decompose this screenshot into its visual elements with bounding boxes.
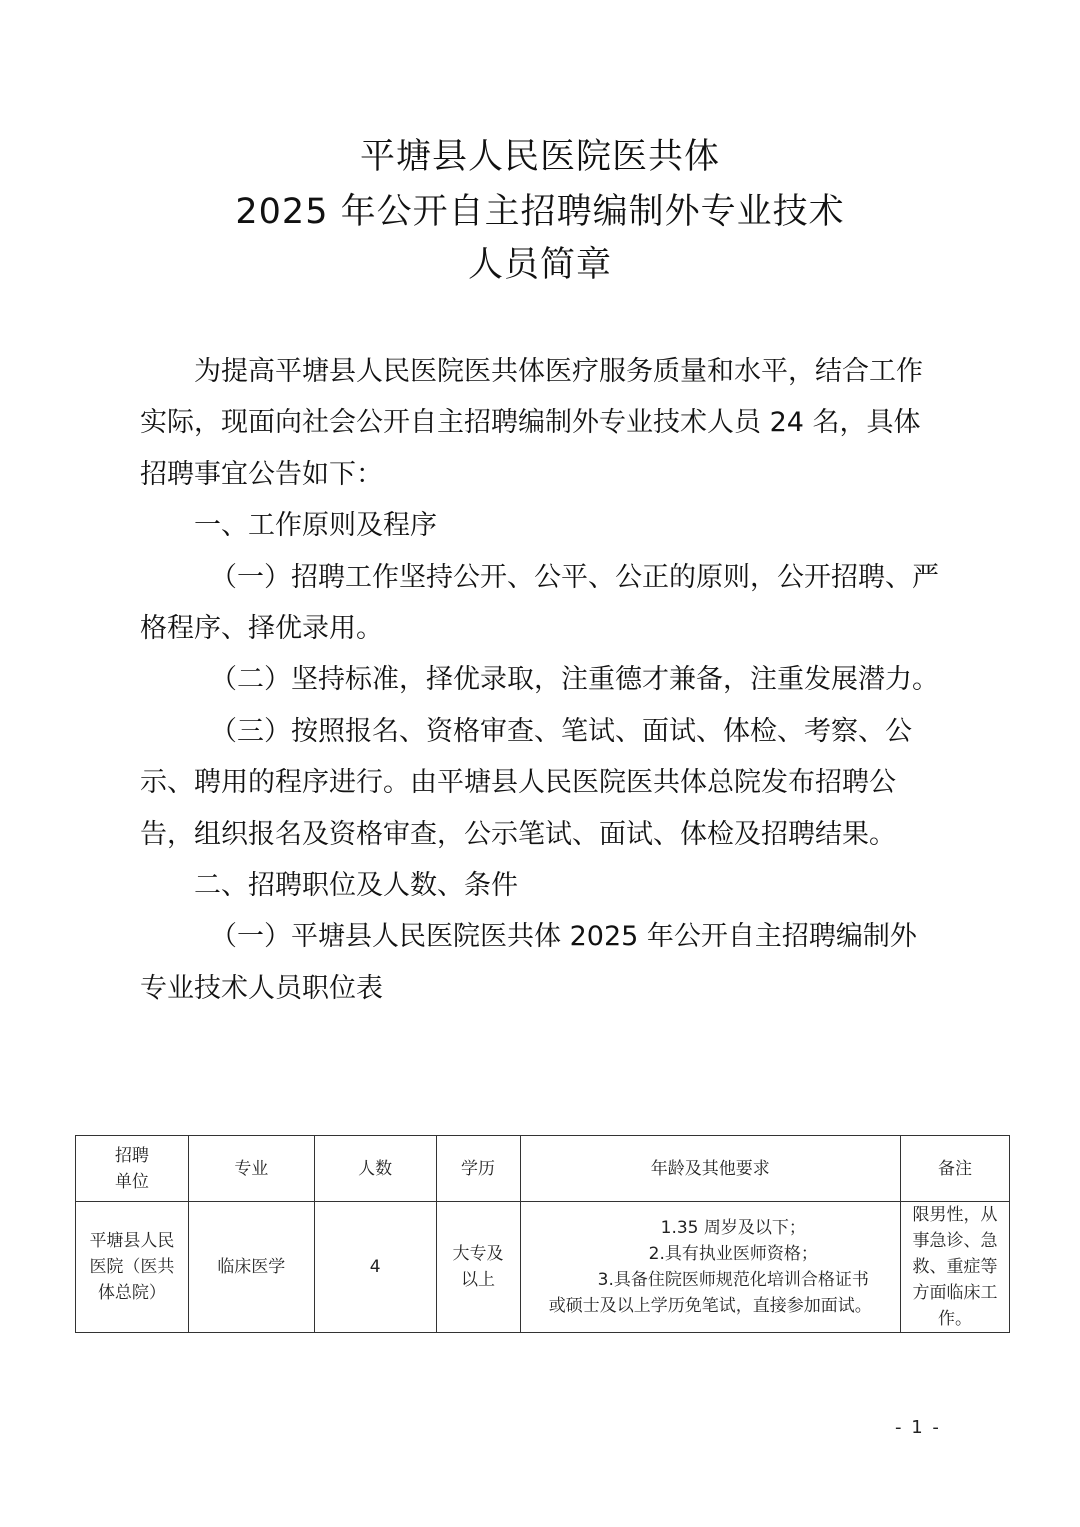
section-1-item-1: （一）招聘工作坚持公开、公平、公正的原则，公开招聘、严格程序、择优录用。 [140, 561, 939, 645]
section-1-item-3: （三）按照报名、资格审查、笔试、面试、体检、考察、公示、聘用的程序进行。由平塘县人民医院医共体总院发布招聘公告，组织报名及资格审查，公示笔试、面试、体检及招聘结果。 [140, 715, 912, 850]
title-line-3: 人员简章 [467, 245, 612, 285]
section-2-item-1: （一）平塘县人民医院医共体 2025 年公开自主招聘编制外专业技术人员职位表 [140, 921, 917, 1004]
intro-paragraph: 为提高平塘县人民医院医共体医疗服务质量和水平，结合工作实际，现面向社会公开自主招聘编制外专业技术人员 24 名，具体招聘事宜公告如下： [140, 356, 923, 490]
cell-count: 4 [314, 1202, 436, 1333]
header-unit-line-1: 招聘 [114, 1145, 149, 1166]
header-unit [76, 1136, 189, 1202]
document-body [140, 346, 942, 1014]
requirement-3-continued: 或硕士及以上学历免笔试，直接参加面试。 [548, 1296, 872, 1316]
cell-major: 临床医学 [188, 1202, 314, 1333]
header-count: 人数 [314, 1136, 436, 1202]
page-number: - 1 - [895, 1417, 941, 1438]
requirement-3: 3.具备住院医师规范化培训合格证书 [597, 1270, 869, 1290]
header-remarks: 备注 [901, 1136, 1010, 1202]
requirement-1: 1.35 周岁及以下； [660, 1218, 806, 1238]
cell-remarks: 限男性，从事急诊、急救、重症等方面临床工作。 [901, 1202, 1010, 1333]
requirement-2: 2.具有执业医师资格； [648, 1244, 818, 1264]
table-header-row [76, 1136, 1010, 1202]
title-line-2: 2025 年公开自主招聘编制外专业技术 [235, 192, 845, 232]
section-1-heading: 一、工作原则及程序 [194, 510, 437, 542]
cell-unit: 平塘县人民医院（医共体总院） [76, 1202, 189, 1333]
header-requirements: 年龄及其他要求 [520, 1136, 901, 1202]
header-major: 专业 [188, 1136, 314, 1202]
cell-education: 大专及以上 [436, 1202, 520, 1333]
table-row [76, 1202, 1010, 1333]
section-2-heading: 二、招聘职位及人数、条件 [194, 870, 518, 902]
header-education: 学历 [436, 1136, 520, 1202]
cell-requirements [520, 1202, 901, 1333]
job-positions-table [75, 1135, 1010, 1333]
section-1-item-2: （二）坚持标准，择优录取，注重德才兼备，注重发展潜力。 [210, 664, 939, 696]
title-line-1: 平塘县人民医院医共体 [359, 137, 720, 177]
header-unit-line-2: 单位 [114, 1171, 149, 1192]
